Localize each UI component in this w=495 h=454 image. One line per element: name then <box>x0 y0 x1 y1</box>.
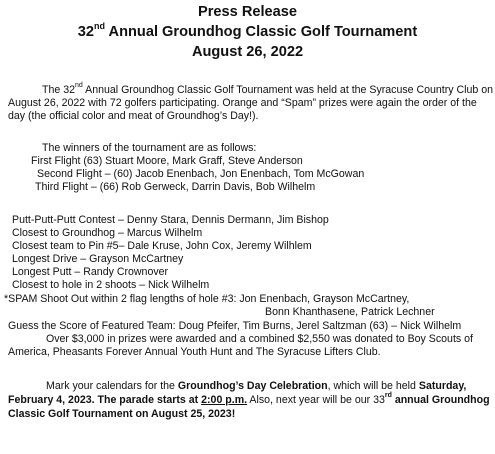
contest-longest-putt: Longest Putt – Randy Crownover <box>12 266 169 278</box>
winners-heading: The winners of the tournament are as follows: <box>42 142 257 154</box>
first-flight: First Flight (63) Stuart Moore, Mark Graff, Steve Anderson <box>31 155 303 167</box>
intro-line-1: The 32nd Annual Groundhog Classic Golf Tournament was held at the Syracuse Country Club on <box>42 82 494 96</box>
contest-putt: Putt-Putt-Putt Contest – Denny Stara, Dennis Dermann, Jim Bishop <box>12 214 329 226</box>
title-block <box>0 0 495 62</box>
spam-line-1: *SPAM Shoot Out within 2 flag lengths of hole #3: Jon Enenbach, Grayson McCartney, <box>4 293 410 305</box>
spam-line-2: Bonn Khanthasene, Patrick Lechner <box>265 306 435 318</box>
title-press-release: Press Release <box>198 4 297 20</box>
contest-longest-drive: Longest Drive – Grayson McCartney <box>12 253 184 265</box>
donation-line-2: America, Pheasants Forever Annual Youth Hunt and The Syracuse Lifters Club. <box>8 346 381 358</box>
closing-line-2: February 4, 2023. The parade starts at 2:00 p.m. Also, next year will be our 33rd annual Groundhog <box>8 392 490 406</box>
title-date: August 26, 2022 <box>191 44 304 60</box>
closing-line-3: Classic Golf Tournament on August 25, 2023! <box>8 408 236 420</box>
intro-line-2: August 26, 2022 with 72 golfers participating. Orange and “Spam” prizes were again the order of the <box>8 97 477 109</box>
contest-closest-groundhog: Closest to Groundhog – Marcus Wilhelm <box>12 227 203 239</box>
contest-closest-team: Closest team to Pin #5– Dale Kruse, John Cox, Jeremy Wilhlem <box>12 240 312 252</box>
guess-score: Guess the Score of Featured Team: Doug Pfeifer, Tim Burns, Jerel Saltzman (63) – Nick Wilhelm <box>8 320 462 332</box>
contest-closest-hole: Closest to hole in 2 shoots – Nick Wilhelm <box>12 279 210 291</box>
intro-line-3: day (the official color and meat of Groundhog’s Day!). <box>8 110 259 122</box>
closing-line-1: Mark your calendars for the Groundhog’s Day Celebration, which will be held Saturday, <box>46 380 467 392</box>
title-tournament: 32nd Annual Groundhog Classic Golf Tournament <box>77 21 418 40</box>
second-flight: Second Flight – (60) Jacob Enenbach, Jon Enenbach, Tom McGowan <box>37 168 365 180</box>
donation-line-1: Over $3,000 in prizes were awarded and a combined $2,550 was donated to Boy Scouts of <box>46 333 473 345</box>
third-flight: Third Flight – (66) Rob Gerweck, Darrin Davis, Bob Wilhelm <box>35 181 316 193</box>
